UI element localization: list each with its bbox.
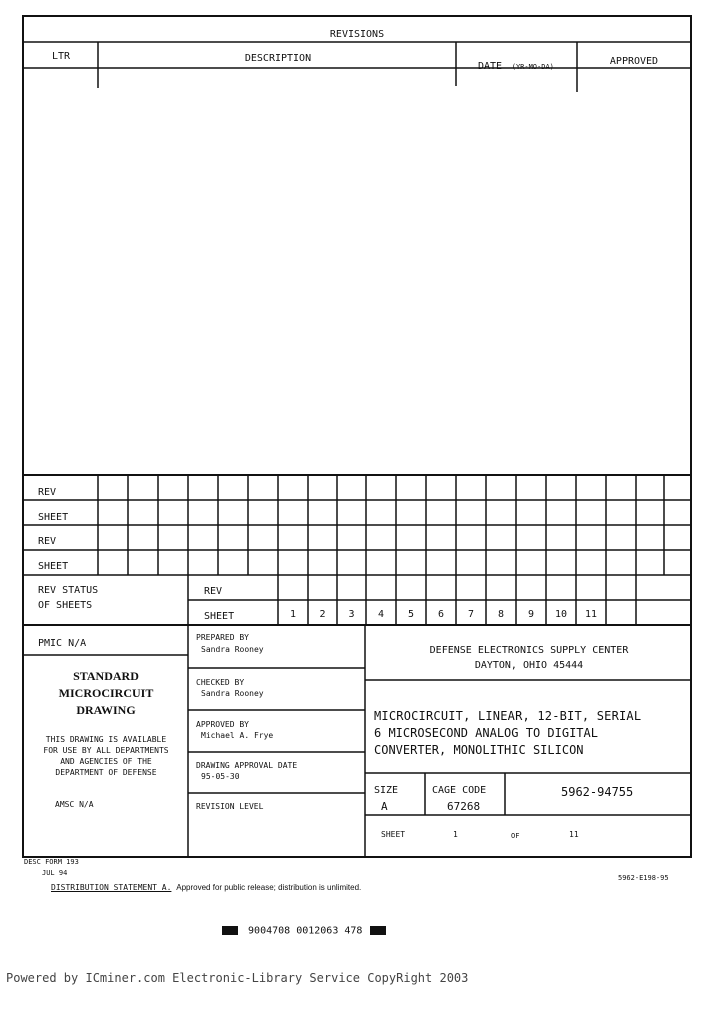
sheet-number-4: 4	[377, 609, 385, 620]
distribution-text: Approved for public release; distribution is unlimited.	[176, 883, 362, 892]
sheet-number-11: 11	[584, 609, 598, 620]
cage-code-label: CAGE CODE	[432, 785, 487, 796]
col-date-label: DATE	[478, 61, 503, 72]
sheet-number-6: 6	[437, 609, 445, 620]
checked-by-name: Sandra Rooney	[201, 689, 264, 698]
distribution-label: DISTRIBUTION STATEMENT A.	[51, 883, 172, 892]
agency-line-1: DEFENSE ELECTRONICS SUPPLY CENTER	[429, 645, 629, 656]
sheet-number-10: 10	[554, 609, 568, 620]
rev-status-label-1: REV STATUS	[38, 585, 99, 596]
approval-date-label: DRAWING APPROVAL DATE	[196, 761, 298, 770]
title-line-1: MICROCIRCUIT, LINEAR, 12-BIT, SERIAL	[374, 709, 642, 723]
powered-by-notice: Powered by ICminer.com Electronic-Library Service CopyRight 2003	[6, 971, 469, 985]
sheet-number-5: 5	[407, 609, 415, 620]
revision-level-label: REVISION LEVEL	[196, 802, 264, 811]
availability-line-3: AND AGENCIES OF THE	[60, 757, 152, 766]
pmic-label: PMIC N/A	[38, 638, 87, 649]
approval-date-value: 95-05-30	[201, 772, 240, 781]
prepared-by-name: Sandra Rooney	[201, 645, 264, 654]
size-value: A	[381, 800, 388, 813]
rev-status-rev-label: REV	[204, 586, 223, 597]
form-number: DESC FORM 193	[24, 858, 79, 866]
sheet-number-8: 8	[497, 609, 505, 620]
col-description-header: DESCRIPTION	[244, 53, 312, 64]
barcode-left-block-icon	[222, 926, 238, 935]
barcode-number: 9004708 0012063 478	[248, 925, 363, 937]
title-line-2: 6 MICROSECOND ANALOG TO DIGITAL	[374, 726, 598, 740]
standard-line-1: STANDARD	[73, 669, 139, 683]
grid-row-label-sheet-1: SHEET	[38, 512, 69, 523]
size-label: SIZE	[374, 785, 399, 796]
grid-row-label-rev-2: REV	[38, 536, 57, 547]
drawing-number: 5962-94755	[561, 785, 634, 799]
grid-row-label-rev-1: REV	[38, 487, 57, 498]
availability-line-4: DEPARTMENT OF DEFENSE	[55, 768, 157, 777]
cage-code-value: 67268	[447, 800, 481, 813]
barcode-right-block-icon	[370, 926, 386, 935]
title-line-3: CONVERTER, MONOLITHIC SILICON	[374, 743, 584, 757]
standard-line-3: DRAWING	[76, 703, 136, 717]
approved-by-name: Michael A. Frye	[201, 731, 274, 740]
form-code: 5962-E198-95	[618, 874, 669, 882]
col-approved-header: APPROVED	[609, 56, 659, 67]
sheet-value: 1	[453, 830, 458, 839]
availability-line-2: FOR USE BY ALL DEPARTMENTS	[43, 746, 169, 755]
of-value: 11	[569, 830, 579, 839]
revisions-title: REVISIONS	[329, 29, 385, 40]
checked-by-label: CHECKED BY	[196, 678, 245, 687]
sheet-label: SHEET	[381, 830, 406, 839]
approved-by-label: APPROVED BY	[196, 720, 249, 729]
distribution-statement	[51, 884, 361, 892]
grid-row-label-sheet-2: SHEET	[38, 561, 69, 572]
col-ltr-header: LTR	[51, 51, 71, 62]
form-date: JUL 94	[42, 869, 68, 877]
rev-status-label-2: OF SHEETS	[38, 600, 93, 611]
col-date-header	[478, 56, 554, 72]
standard-line-2: MICROCIRCUIT	[58, 686, 154, 700]
sheet-number-9: 9	[527, 609, 535, 620]
sheet-number-2: 2	[319, 609, 326, 620]
col-date-format: (YR-MO-DA)	[511, 63, 554, 71]
prepared-by-label: PREPARED BY	[196, 633, 249, 642]
of-label: OF	[511, 832, 520, 840]
sheet-number-7: 7	[467, 609, 475, 620]
rev-status-sheet-label: SHEET	[204, 611, 235, 622]
agency-line-2: DAYTON, OHIO 45444	[474, 660, 584, 671]
availability-line-1: THIS DRAWING IS AVAILABLE	[45, 735, 167, 744]
sheet-number-1: 1	[289, 609, 297, 620]
barcode-strip	[222, 926, 386, 937]
sheet-number-3: 3	[348, 609, 355, 620]
amsc-label: AMSC N/A	[55, 800, 94, 809]
